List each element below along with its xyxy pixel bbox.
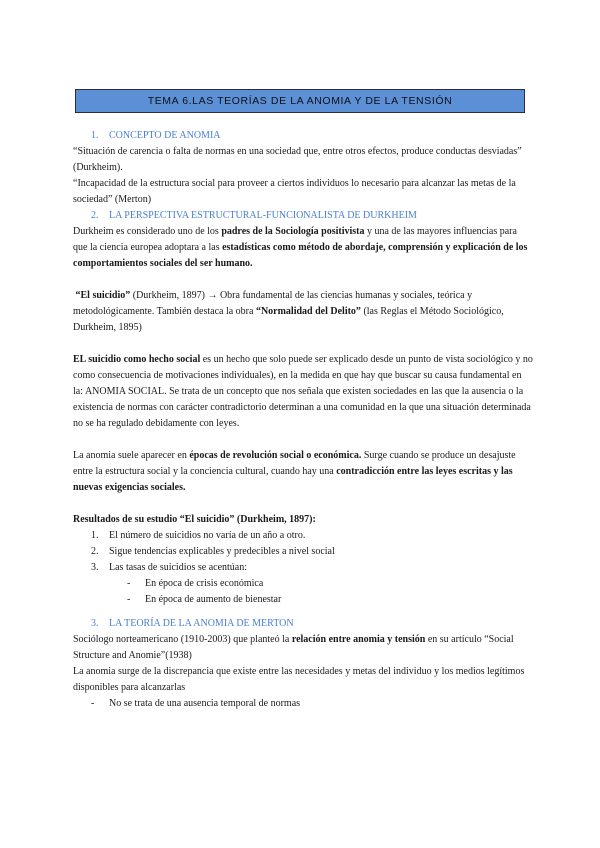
list-item [73, 560, 533, 576]
section-number: 1. [91, 130, 99, 141]
document-body [73, 128, 533, 712]
text-run: (las Reglas el Método Sociológico, Durkheim, 1895) [73, 306, 504, 333]
text-run: es un hecho que solo puede ser explicado desde un punto de vista sociológico y no como consecuencia de motivaciones individuales), en la medida en que hay que buscar su causa fundamental en la: ANOMIA SOCIAL. Se trata de un concepto que nos señala que existen sociedades en las que la ausencia o la existencia de normas con carácter contradictorio determinan a una comunidad en la que una situación determinada no se ha regulado debidamente con leyes. [73, 354, 533, 429]
section-title: LA PERSPECTIVA ESTRUCTURAL-FUNCIONALISTA DE DURKHEIM [109, 210, 417, 221]
list-item [73, 544, 533, 560]
results-heading [73, 512, 533, 528]
section-heading-3 [73, 616, 533, 632]
bold-text: “El suicidio” [75, 290, 131, 301]
page-title: TEMA 6.LAS TEORÍAS DE LA ANOMIA Y DE LA TENSIÓN [75, 89, 525, 113]
paragraph [73, 632, 533, 664]
paragraph: La anomia surge de la discrepancia que existe entre las necesidades y metas del individuo y los medios legítimos disponibles para alcanzarlas [73, 666, 525, 693]
text-run: (Durkheim, 1897) → Obra fundamental de las ciencias humanas y sociales, teórica y metodológicamente. También destaca la obra [73, 290, 473, 317]
section-heading-2 [73, 208, 533, 224]
bold-text: “Normalidad del Delito” [255, 306, 361, 317]
bold-text: estadísticas como método de abordaje, comprensión y explicación de los comportamientos sociales del ser humano. [73, 242, 528, 269]
paragraph [73, 224, 533, 272]
list-number: 2. [91, 546, 99, 557]
dash-marker: - [127, 578, 131, 589]
dash-marker: - [127, 594, 131, 605]
text-run: La anomia suele aparecer en [73, 450, 190, 461]
list-item-text: Las tasas de suicidios se acentúan: [109, 562, 248, 573]
section-number: 3. [91, 618, 99, 629]
sub-list-item [73, 576, 533, 592]
text-run: en su artículo “Social Structure and Anomie”(1938) [73, 634, 514, 661]
paragraph [73, 448, 533, 496]
list-item-text: Sigue tendencias explicables y predecibles a nivel social [109, 546, 335, 557]
list-item-text: En época de aumento de bienestar [145, 594, 282, 605]
text-run: y una de las mayores influencias para que la ciencia europea adoptara a las [73, 226, 517, 253]
section-title: LA TEORÍA DE LA ANOMIA DE MERTON [109, 618, 294, 629]
list-item-text: En época de crisis económica [145, 578, 264, 589]
text-run: Durkheim es considerado uno de los [73, 226, 222, 237]
bold-text: relación entre anomia y tensión [291, 634, 426, 645]
bold-text: épocas de revolución social o económica. [189, 450, 362, 461]
bullet-item [73, 696, 533, 712]
list-item-text: No se trata de una ausencia temporal de normas [109, 698, 301, 709]
bold-text: EL suicidio como hecho social [73, 354, 201, 365]
list-number: 3. [91, 562, 99, 573]
dash-marker: - [91, 698, 95, 709]
text-run: Surge cuando se produce un desajuste entre la estructura social y la conciencia cultural, cuando hay una [73, 450, 516, 477]
section-title: CONCEPTO DE ANOMIA [109, 130, 221, 141]
list-item-text: El número de suicidios no varía de un año a otro. [109, 530, 306, 541]
section-number: 2. [91, 210, 99, 221]
list-number: 1. [91, 530, 99, 541]
paragraph [73, 352, 533, 432]
section-heading-1 [73, 128, 533, 144]
results-list [73, 528, 533, 576]
paragraph: “Incapacidad de la estructura social para proveer a ciertos individuos lo necesario para alcanzar las metas de la sociedad” (Merton) [73, 178, 516, 205]
bold-text: Resultados de su estudio “El suicidio” (Durkheim, 1897): [73, 514, 316, 525]
bold-text: padres de la Sociología positivista [221, 226, 365, 237]
list-item [73, 528, 533, 544]
paragraph [73, 288, 533, 336]
text-run: Sociólogo norteamericano (1910-2003) que planteó la [73, 634, 292, 645]
bold-text: contradicción entre las leyes escritas y las nuevas exigencias sociales. [73, 466, 513, 493]
paragraph: “Situación de carencia o falta de normas en una sociedad que, entre otros efectos, produce conductas desviadas” (Durkheim). [73, 146, 522, 173]
sub-list-item [73, 592, 533, 608]
